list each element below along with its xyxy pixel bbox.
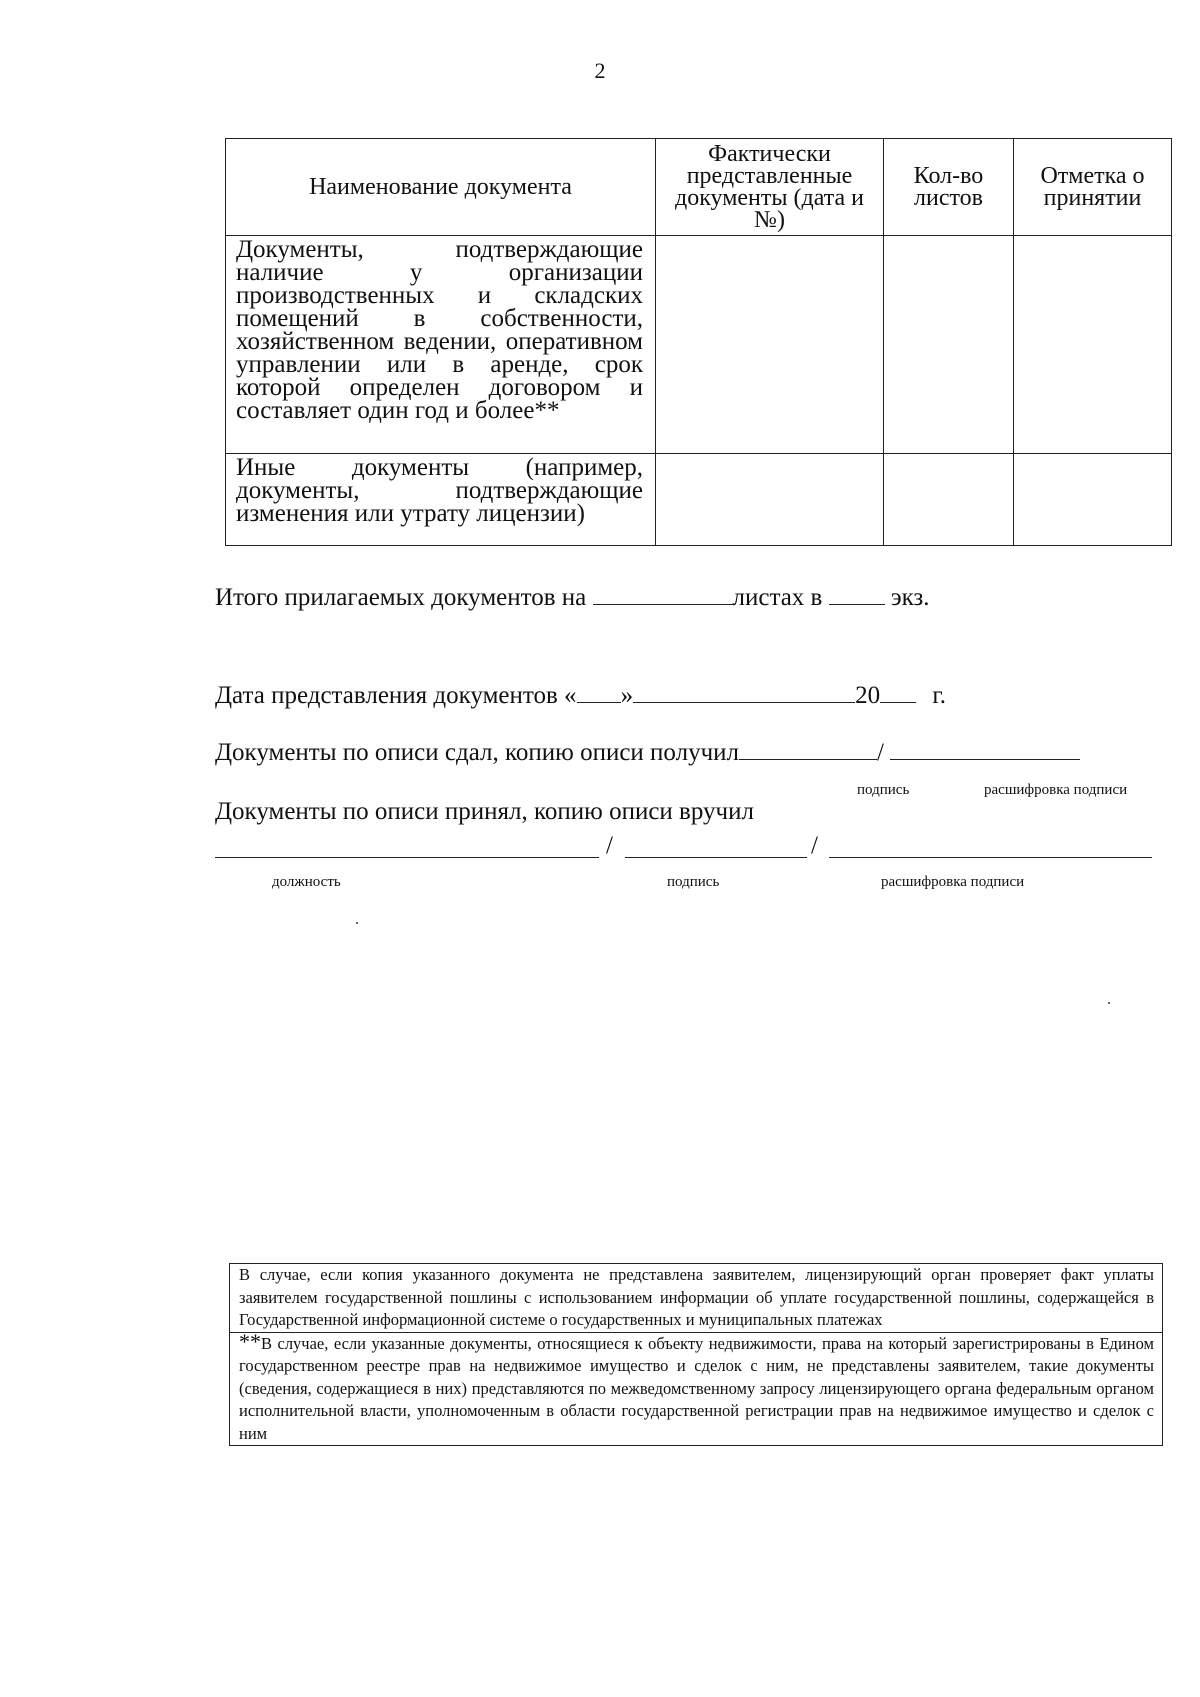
date-quote-close: »: [620, 682, 634, 709]
total-prefix: Итого прилагаемых документов на: [215, 584, 587, 611]
total-copies-field[interactable]: [829, 582, 885, 605]
date-day-field[interactable]: [577, 680, 621, 703]
accepted-line: Документы по описи принял, копию описи вручил: [215, 798, 754, 825]
scan-speck: [356, 922, 358, 924]
page-number: 2: [594, 58, 606, 83]
accepted-decoding-caption: расшифровка подписи: [881, 874, 1025, 890]
footnotes-box: [229, 1263, 1163, 1446]
footnote-real-estate: [230, 1328, 1162, 1446]
submission-date-line: [215, 680, 946, 710]
handed-decoding-caption: расшифровка подписи: [984, 782, 1128, 798]
footnote-state-fee: [230, 1264, 1162, 1332]
header-sheet-count: Кол-во листов: [884, 139, 1014, 236]
documents-table: [225, 138, 1172, 546]
date-year-field[interactable]: [880, 680, 916, 703]
total-middle: листах в: [732, 584, 823, 611]
accepted-signature-field[interactable]: [625, 857, 807, 858]
date-year-prefix: 20: [855, 682, 881, 709]
date-year-suffix: г.: [932, 682, 946, 709]
header-acceptance-mark: Отметка о принятии: [1014, 139, 1172, 236]
accepted-decoding-field[interactable]: [829, 857, 1152, 858]
scan-speck: [1108, 1002, 1110, 1004]
accepted-position-caption: должность: [272, 874, 341, 890]
row-acceptance-mark: [1014, 236, 1172, 454]
table-row: [226, 236, 1172, 454]
handed-slash: /: [877, 739, 884, 766]
handed-signature-field[interactable]: [739, 737, 877, 760]
handed-signature-caption: подпись: [857, 782, 910, 798]
row-document-name: Иные документы (например, документы, подтверждающие изменения или утрату лицензии): [226, 454, 656, 546]
row-document-name: Документы, подтверждающие наличие у организации производственных и складских помещений в собственности, хозяйственном ведении, оперативном управлении или в аренде, срок которой определен договором и составляет один год и более**: [226, 236, 656, 454]
row-sheet-count: [884, 236, 1014, 454]
table-row: [226, 454, 1172, 546]
total-suffix: экз.: [890, 584, 930, 611]
table-header-row: [226, 139, 1172, 236]
row-acceptance-mark: [1014, 454, 1172, 546]
footnote-text: В случае, если указанные документы, относящиеся к объекту недвижимости, права на который зарегистрированы в Едином государственном реестре прав на недвижимое имущество и сделок с ним, не представлены заявителем, такие документы (сведения, содержащиеся в них) представляются по межведомственному запросу лицензирующего органа федеральным органом исполнительной власти, уполномоченным в области государственной регистрации прав на недвижимое имущество и сделок с ним: [239, 1333, 1154, 1443]
date-month-field[interactable]: [633, 680, 855, 703]
accepted-slash-1: /: [606, 832, 613, 859]
row-sheet-count: [884, 454, 1014, 546]
accepted-signature-caption: подпись: [667, 874, 720, 890]
date-prefix: Дата представления документов «: [215, 682, 577, 709]
row-submitted-documents: [656, 454, 884, 546]
total-documents-line: [215, 582, 930, 612]
footnote-text: В случае, если копия указанного документа не представлена заявителем, лицензирующий орган проверяет факт уплаты заявителем государственной пошлины с использованием информации об уплате государственной пошлины, содержащейся в Государственной информационной системе о государственных и муниципальных платежах: [239, 1265, 1154, 1329]
header-submitted-documents: Фактически представленные документы (дата и №): [656, 139, 884, 236]
handed-decoding-field[interactable]: [890, 737, 1080, 760]
header-document-name: Наименование документа: [226, 139, 656, 236]
handed-over-line: [215, 737, 1080, 767]
footnote-marker: **: [239, 1328, 261, 1354]
accepted-position-field[interactable]: [215, 857, 599, 858]
row-submitted-documents: [656, 236, 884, 454]
total-sheets-field[interactable]: [593, 582, 733, 605]
accepted-slash-2: /: [811, 832, 818, 859]
handed-text: Документы по описи сдал, копию описи получил: [215, 739, 739, 766]
